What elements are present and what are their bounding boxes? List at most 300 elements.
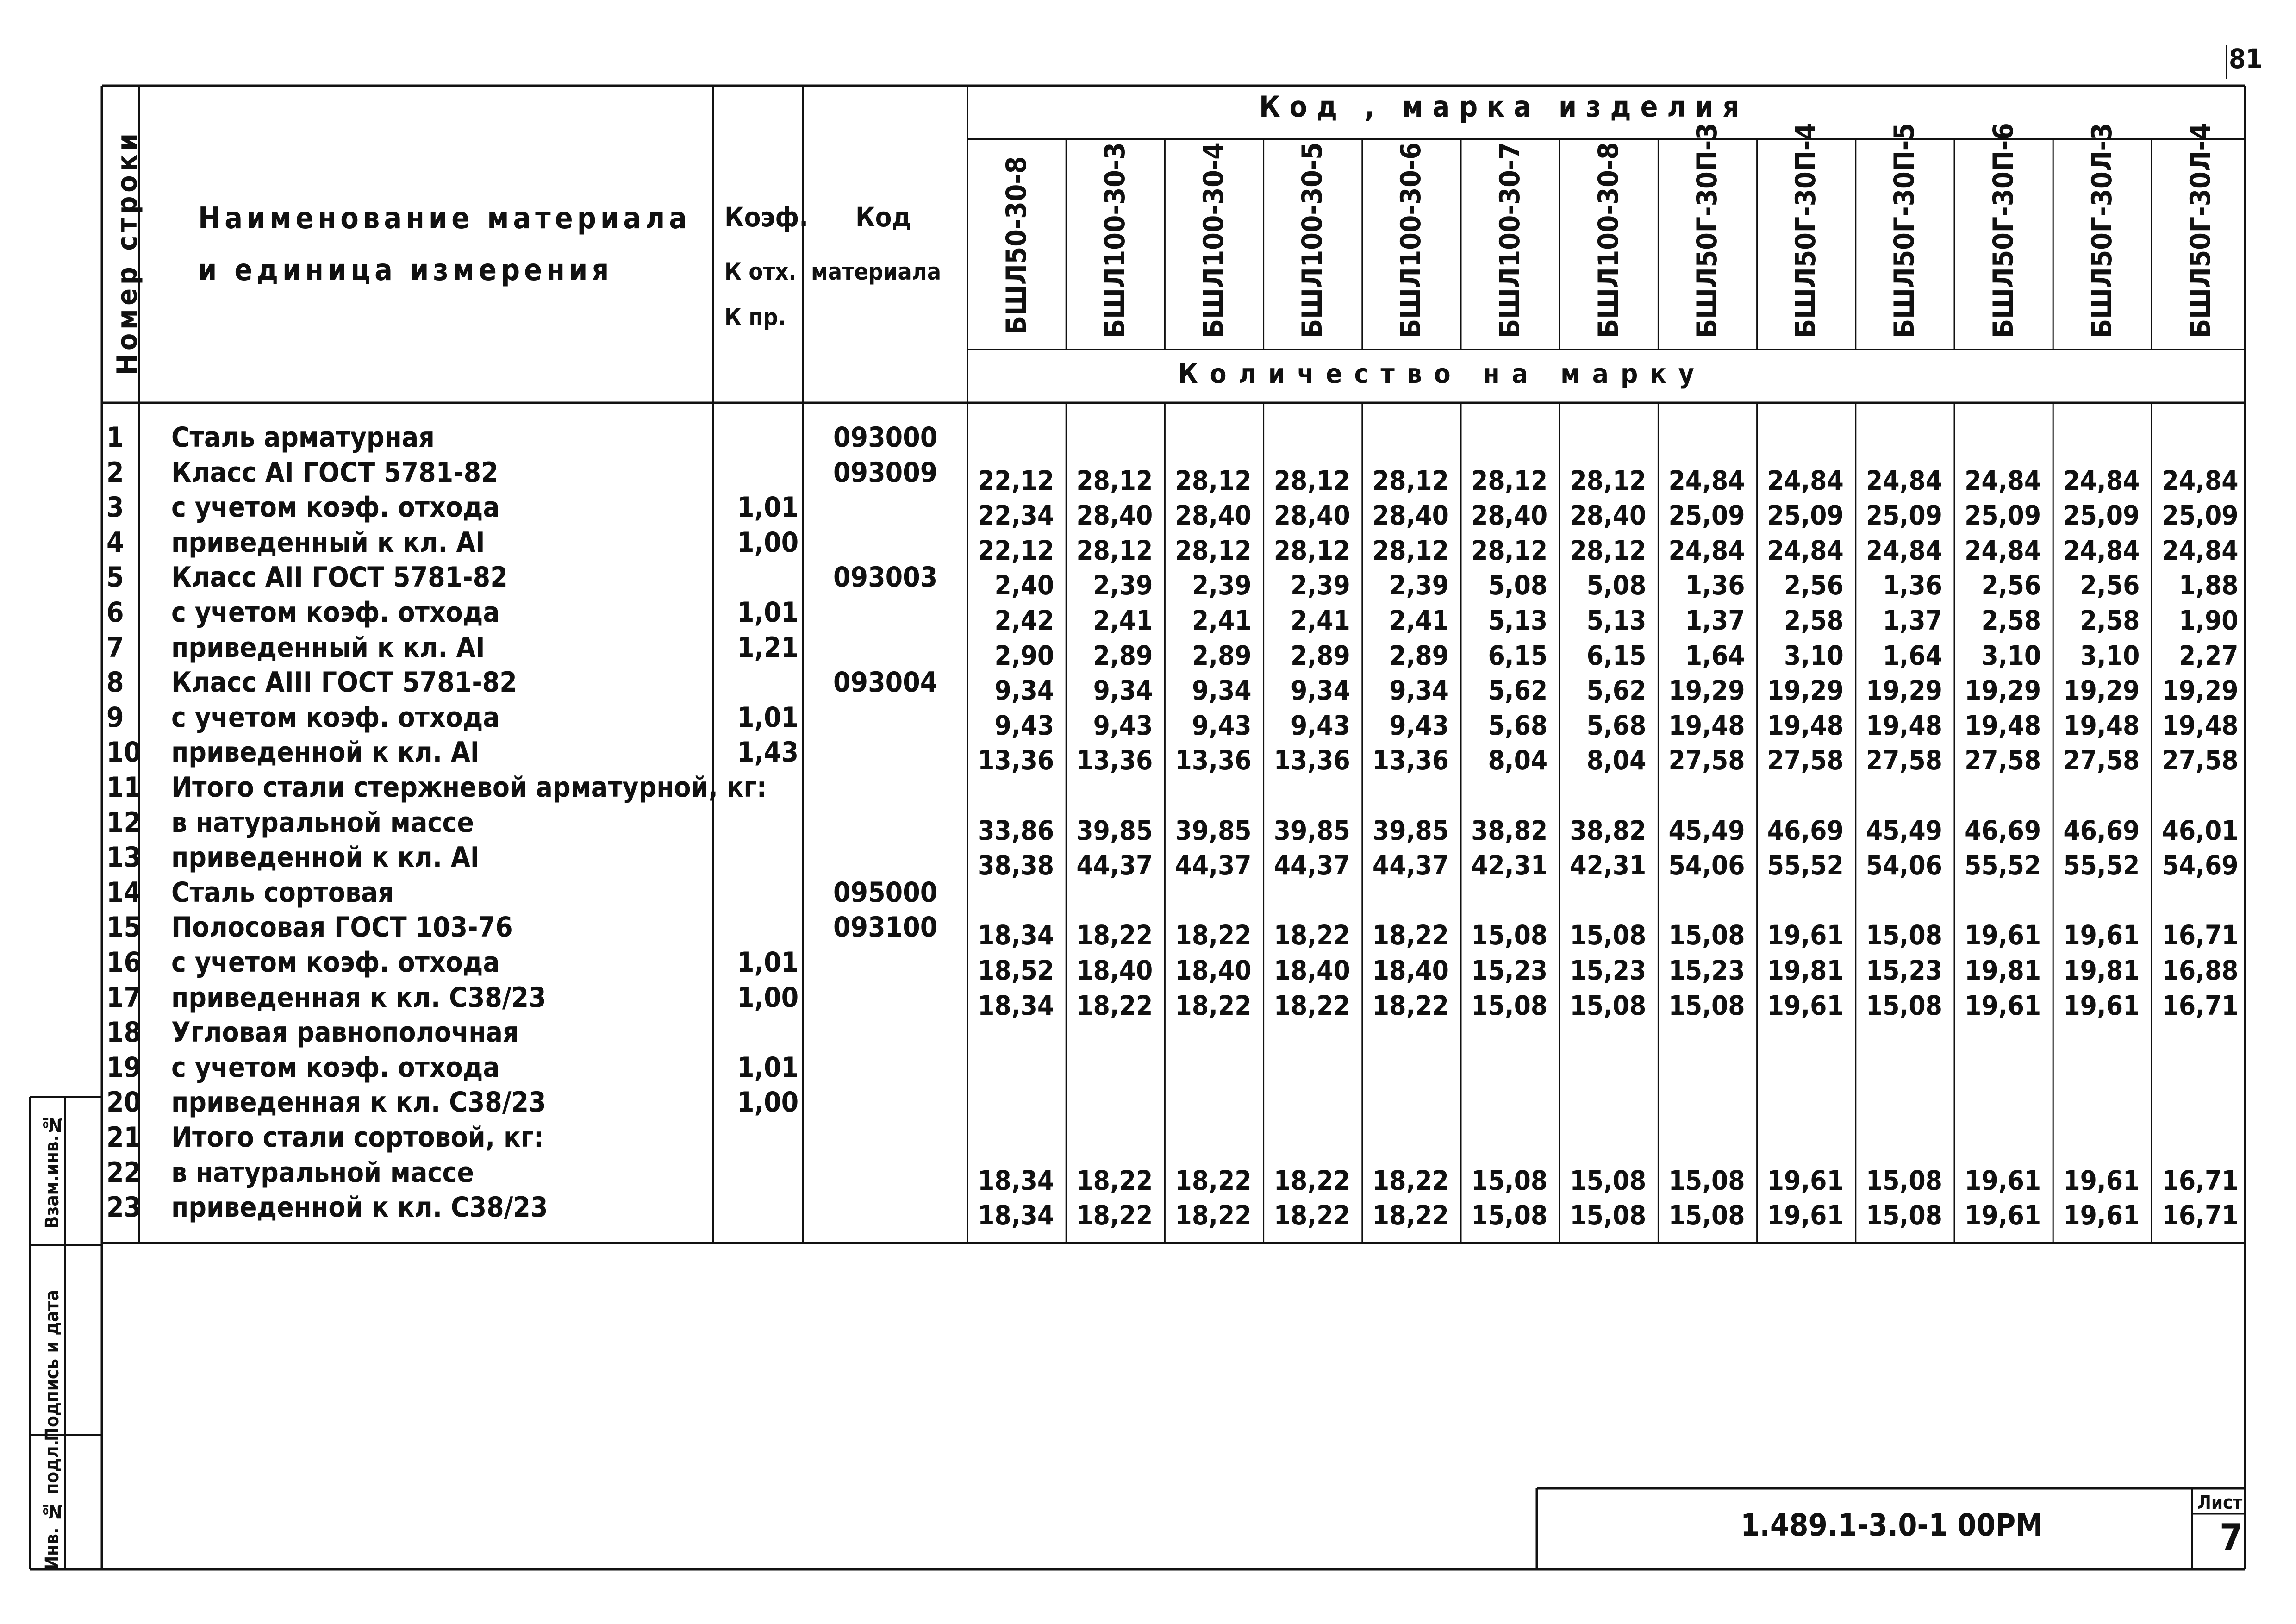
material-code: 093004 xyxy=(833,666,938,699)
quantity-cell: 2,41 xyxy=(1093,605,1153,636)
quantity-cell: 5,68 xyxy=(1586,709,1647,741)
material-name: Итого стали сортовой, кг: xyxy=(171,1121,544,1154)
row-number: 11 xyxy=(106,771,142,804)
quantity-cell: 9,34 xyxy=(994,675,1054,706)
quantity-cell: 5,08 xyxy=(1488,569,1548,601)
quantity-cell: 2,89 xyxy=(1389,639,1449,671)
product-column-header: БШЛ100-30-4 xyxy=(1198,142,1230,338)
quantity-cell: 5,13 xyxy=(1586,605,1647,636)
quantity-cell: 19,29 xyxy=(1767,675,1844,706)
quantity-cell: 19,61 xyxy=(1965,1164,2041,1196)
quantity-cell: 2,39 xyxy=(1389,569,1449,601)
quantity-cell: 9,43 xyxy=(1291,709,1350,741)
quantity-cell: 16,71 xyxy=(2162,989,2239,1021)
quantity-cell: 15,08 xyxy=(1471,919,1548,951)
quantity-cell: 28,12 xyxy=(1076,534,1153,566)
row-number: 9 xyxy=(106,701,124,734)
quantity-cell: 27,58 xyxy=(2063,744,2140,776)
quantity-cell: 25,09 xyxy=(1965,500,2041,531)
quantity-cell: 1,64 xyxy=(1685,639,1745,671)
quantity-cell: 15,08 xyxy=(1866,1199,1942,1231)
quantity-cell: 25,09 xyxy=(2162,500,2239,531)
quantity-cell: 19,48 xyxy=(1866,709,1942,741)
quantity-cell: 27,58 xyxy=(2162,744,2239,776)
quantity-cell: 5,62 xyxy=(1586,675,1647,706)
row-number: 10 xyxy=(106,736,142,769)
quantity-cell: 18,22 xyxy=(1273,1199,1350,1231)
sheet-number: 7 xyxy=(2220,1516,2243,1559)
quantity-cell: 15,08 xyxy=(1866,919,1942,951)
quantity-cell: 55,52 xyxy=(1767,849,1844,881)
material-name: с учетом коэф. отхода xyxy=(171,491,500,524)
row-number: 15 xyxy=(106,911,142,944)
material-name: Сталь сортовая xyxy=(171,876,394,909)
quantity-cell: 19,48 xyxy=(1965,709,2041,741)
quantity-cell: 15,08 xyxy=(1668,1199,1745,1231)
quantity-cell: 19,29 xyxy=(1965,675,2041,706)
quantity-cell: 19,29 xyxy=(2063,675,2140,706)
row-number: 20 xyxy=(106,1086,142,1119)
quantity-cell: 19,61 xyxy=(1965,989,2041,1021)
coefficient: 1,00 xyxy=(737,526,799,559)
material-name: Угловая равнополочная xyxy=(171,1016,519,1049)
quantity-cell: 18,52 xyxy=(978,955,1054,986)
quantity-cell: 2,41 xyxy=(1192,605,1252,636)
product-column-header: БШЛ50Г-30П-6 xyxy=(1987,123,2020,338)
material-header-line1: Наименование материала xyxy=(198,201,692,236)
code-header-line2: материала xyxy=(811,258,942,285)
quantity-cell: 28,12 xyxy=(1175,464,1252,496)
quantity-cell: 24,84 xyxy=(2063,464,2140,496)
quantity-cell: 18,22 xyxy=(1175,1199,1252,1231)
document-code: 1.489.1-3.0-1 00РМ xyxy=(1741,1507,2043,1543)
quantity-cell: 28,40 xyxy=(1372,500,1449,531)
quantity-cell: 18,22 xyxy=(1076,1199,1153,1231)
material-name: в натуральной массе xyxy=(171,806,474,839)
coef-header-line3: К пр. xyxy=(724,304,786,331)
quantity-cell: 25,09 xyxy=(1767,500,1844,531)
quantity-cell: 42,31 xyxy=(1471,849,1548,881)
quantity-cell: 55,52 xyxy=(2063,849,2140,881)
row-number: 5 xyxy=(106,561,124,594)
quantity-cell: 1,36 xyxy=(1883,569,1942,601)
quantity-cell: 5,08 xyxy=(1586,569,1647,601)
product-column-header: БШЛ50Г-30П-3 xyxy=(1691,123,1723,338)
row-number: 2 xyxy=(106,456,124,489)
row-number: 4 xyxy=(106,526,124,559)
quantity-cell: 2,42 xyxy=(994,605,1054,636)
code-header-line1: Код xyxy=(855,201,911,233)
side-label-inventory: Инв. № подл. xyxy=(42,1439,63,1570)
quantity-cell: 18,22 xyxy=(1372,989,1449,1021)
quantity-cell: 13,36 xyxy=(1076,744,1153,776)
side-label-replacement: Взам.инв.№ xyxy=(42,1113,63,1229)
quantity-cell: 19,61 xyxy=(1965,919,2041,951)
quantity-cell: 19,61 xyxy=(1767,1164,1844,1196)
quantity-cell: 44,37 xyxy=(1175,849,1252,881)
material-name: Класс АI ГОСТ 5781-82 xyxy=(171,456,499,489)
quantity-cell: 6,15 xyxy=(1586,639,1647,671)
quantity-cell: 9,43 xyxy=(994,709,1054,741)
quantity-cell: 27,58 xyxy=(1965,744,2041,776)
quantity-cell: 18,22 xyxy=(1175,919,1252,951)
quantity-cell: 2,41 xyxy=(1291,605,1350,636)
quantity-cell: 1,64 xyxy=(1883,639,1942,671)
quantity-cell: 19,61 xyxy=(2063,1199,2140,1231)
coefficient: 1,01 xyxy=(737,701,799,734)
quantity-cell: 19,61 xyxy=(1965,1199,2041,1231)
quantity-cell: 15,23 xyxy=(1471,955,1548,986)
quantity-cell: 44,37 xyxy=(1273,849,1350,881)
quantity-cell: 16,88 xyxy=(2162,955,2239,986)
product-column-header: БШЛ100-30-7 xyxy=(1493,142,1526,338)
quantity-cell: 5,68 xyxy=(1488,709,1548,741)
quantity-cell: 18,40 xyxy=(1076,955,1153,986)
coefficient: 1,00 xyxy=(737,981,799,1014)
quantity-cell: 24,84 xyxy=(2162,534,2239,566)
quantity-cell: 19,29 xyxy=(1866,675,1942,706)
quantity-header: Количество на марку xyxy=(1178,358,1706,389)
quantity-cell: 24,84 xyxy=(1767,464,1844,496)
material-name: Класс АIII ГОСТ 5781-82 xyxy=(171,666,517,699)
quantity-cell: 5,13 xyxy=(1488,605,1548,636)
quantity-cell: 13,36 xyxy=(1372,744,1449,776)
quantity-cell: 25,09 xyxy=(1668,500,1745,531)
quantity-cell: 24,84 xyxy=(2162,464,2239,496)
quantity-cell: 28,12 xyxy=(1471,464,1548,496)
material-code: 093100 xyxy=(833,911,938,944)
quantity-cell: 54,06 xyxy=(1866,849,1942,881)
quantity-cell: 19,61 xyxy=(1767,919,1844,951)
quantity-cell: 9,43 xyxy=(1093,709,1153,741)
quantity-cell: 2,56 xyxy=(1981,569,2041,601)
quantity-cell: 27,58 xyxy=(1767,744,1844,776)
row-number: 22 xyxy=(106,1156,142,1189)
quantity-cell: 9,34 xyxy=(1389,675,1449,706)
quantity-cell: 2,39 xyxy=(1093,569,1153,601)
sheet-label: Лист xyxy=(2197,1492,2243,1513)
row-number: 16 xyxy=(106,946,142,979)
quantity-cell: 18,22 xyxy=(1372,919,1449,951)
quantity-cell: 15,08 xyxy=(1570,919,1647,951)
quantity-cell: 28,12 xyxy=(1372,464,1449,496)
quantity-cell: 18,22 xyxy=(1273,989,1350,1021)
quantity-cell: 46,69 xyxy=(2063,814,2140,846)
quantity-cell: 18,34 xyxy=(978,1164,1054,1196)
product-column-header: БШЛ50Г-30Л-4 xyxy=(2184,123,2217,338)
coefficient: 1,43 xyxy=(737,736,799,769)
quantity-cell: 39,85 xyxy=(1175,814,1252,846)
quantity-cell: 13,36 xyxy=(978,744,1054,776)
coefficient: 1,21 xyxy=(737,631,799,664)
quantity-cell: 28,40 xyxy=(1175,500,1252,531)
coefficient: 1,01 xyxy=(737,491,799,524)
quantity-cell: 18,22 xyxy=(1076,1164,1153,1196)
quantity-cell: 2,58 xyxy=(1784,605,1844,636)
material-name: приведенная к кл. С38/23 xyxy=(171,1086,546,1119)
quantity-cell: 24,84 xyxy=(1965,534,2041,566)
quantity-cell: 33,86 xyxy=(978,814,1054,846)
row-number: 8 xyxy=(106,666,124,699)
quantity-cell: 6,15 xyxy=(1488,639,1548,671)
coefficient: 1,01 xyxy=(737,1051,799,1084)
material-name: Класс АII ГОСТ 5781-82 xyxy=(171,561,508,594)
quantity-cell: 42,31 xyxy=(1570,849,1647,881)
quantity-cell: 19,61 xyxy=(2063,1164,2140,1196)
quantity-cell: 15,08 xyxy=(1471,1199,1548,1231)
coef-header-line1: Коэф. xyxy=(724,201,809,233)
quantity-cell: 24,84 xyxy=(1767,534,1844,566)
quantity-cell: 19,81 xyxy=(2063,955,2140,986)
quantity-cell: 44,37 xyxy=(1372,849,1449,881)
quantity-cell: 22,12 xyxy=(978,464,1054,496)
quantity-cell: 24,84 xyxy=(2063,534,2140,566)
product-column-header: БШЛ100-30-6 xyxy=(1395,142,1428,338)
quantity-cell: 19,48 xyxy=(1668,709,1745,741)
material-name: Итого стали стержневой арматурной, кг: xyxy=(171,771,767,804)
quantity-cell: 2,56 xyxy=(2080,569,2140,601)
quantity-cell: 19,48 xyxy=(2063,709,2140,741)
quantity-cell: 24,84 xyxy=(1965,464,2041,496)
quantity-cell: 18,40 xyxy=(1273,955,1350,986)
quantity-cell: 1,37 xyxy=(1883,605,1942,636)
product-column-header: БШЛ50-30-8 xyxy=(1000,156,1033,335)
material-name: в натуральной массе xyxy=(171,1156,474,1189)
quantity-cell: 19,61 xyxy=(1767,989,1844,1021)
quantity-cell: 28,40 xyxy=(1570,500,1647,531)
quantity-cell: 2,89 xyxy=(1291,639,1350,671)
quantity-cell: 18,22 xyxy=(1273,1164,1350,1196)
quantity-cell: 9,43 xyxy=(1389,709,1449,741)
quantity-cell: 5,62 xyxy=(1488,675,1548,706)
quantity-cell: 16,71 xyxy=(2162,919,2239,951)
quantity-cell: 44,37 xyxy=(1076,849,1153,881)
quantity-cell: 45,49 xyxy=(1866,814,1942,846)
quantity-cell: 9,34 xyxy=(1291,675,1350,706)
quantity-cell: 2,89 xyxy=(1192,639,1252,671)
quantity-cell: 38,82 xyxy=(1471,814,1548,846)
coefficient: 1,01 xyxy=(737,596,799,629)
material-name: приведенный к кл. АI xyxy=(171,526,485,559)
quantity-cell: 46,01 xyxy=(2162,814,2239,846)
quantity-cell: 18,34 xyxy=(978,1199,1054,1231)
quantity-cell: 28,12 xyxy=(1570,534,1647,566)
material-code: 093000 xyxy=(833,421,938,454)
material-name: с учетом коэф. отхода xyxy=(171,701,500,734)
quantity-cell: 19,29 xyxy=(1668,675,1745,706)
quantity-cell: 24,84 xyxy=(1668,464,1745,496)
quantity-cell: 2,56 xyxy=(1784,569,1844,601)
quantity-cell: 16,71 xyxy=(2162,1164,2239,1196)
quantity-cell: 45,49 xyxy=(1668,814,1745,846)
quantity-cell: 27,58 xyxy=(1866,744,1942,776)
quantity-cell: 3,10 xyxy=(1981,639,2041,671)
row-number: 23 xyxy=(106,1191,142,1224)
material-name: приведенный к кл. АI xyxy=(171,631,485,664)
quantity-cell: 55,52 xyxy=(1965,849,2041,881)
quantity-cell: 2,39 xyxy=(1291,569,1350,601)
quantity-cell: 3,10 xyxy=(1784,639,1844,671)
row-number: 14 xyxy=(106,876,142,909)
quantity-cell: 13,36 xyxy=(1273,744,1350,776)
quantity-cell: 18,22 xyxy=(1372,1164,1449,1196)
quantity-cell: 39,85 xyxy=(1273,814,1350,846)
quantity-cell: 13,36 xyxy=(1175,744,1252,776)
quantity-cell: 46,69 xyxy=(1767,814,1844,846)
quantity-cell: 18,22 xyxy=(1175,989,1252,1021)
quantity-cell: 27,58 xyxy=(1668,744,1745,776)
material-name: приведенная к кл. С38/23 xyxy=(171,981,546,1014)
quantity-cell: 46,69 xyxy=(1965,814,2041,846)
quantity-cell: 38,82 xyxy=(1570,814,1647,846)
quantity-cell: 19,61 xyxy=(2063,989,2140,1021)
quantity-cell: 15,08 xyxy=(1668,989,1745,1021)
quantity-cell: 18,22 xyxy=(1076,989,1153,1021)
coefficient: 1,00 xyxy=(737,1086,799,1119)
material-name: приведенной к кл. АI xyxy=(171,841,480,874)
product-column-header: БШЛ50Г-30Л-3 xyxy=(2085,123,2118,338)
material-name: Сталь арматурная xyxy=(171,421,435,454)
quantity-cell: 8,04 xyxy=(1488,744,1548,776)
quantity-cell: 39,85 xyxy=(1076,814,1153,846)
quantity-cell: 9,34 xyxy=(1093,675,1153,706)
quantity-cell: 15,08 xyxy=(1866,989,1942,1021)
quantity-cell: 15,23 xyxy=(1866,955,1942,986)
quantity-cell: 2,58 xyxy=(2080,605,2140,636)
quantity-cell: 18,34 xyxy=(978,919,1054,951)
row-number: 3 xyxy=(106,491,124,524)
quantity-cell: 1,36 xyxy=(1685,569,1745,601)
quantity-cell: 19,61 xyxy=(2063,919,2140,951)
quantity-cell: 39,85 xyxy=(1372,814,1449,846)
quantity-cell: 2,39 xyxy=(1192,569,1252,601)
material-name: приведенной к кл. С38/23 xyxy=(171,1191,548,1224)
quantity-cell: 2,90 xyxy=(994,639,1054,671)
side-label-signature: Подпись и дата xyxy=(42,1290,63,1442)
row-number: 6 xyxy=(106,596,124,629)
quantity-cell: 18,40 xyxy=(1175,955,1252,986)
quantity-cell: 1,37 xyxy=(1685,605,1745,636)
quantity-cell: 28,40 xyxy=(1076,500,1153,531)
quantity-cell: 38,38 xyxy=(978,849,1054,881)
quantity-cell: 24,84 xyxy=(1866,464,1942,496)
material-name: приведенной к кл. АI xyxy=(171,736,480,769)
quantity-cell: 24,84 xyxy=(1668,534,1745,566)
quantity-cell: 2,40 xyxy=(994,569,1054,601)
quantity-cell: 15,08 xyxy=(1570,989,1647,1021)
material-name: Полосовая ГОСТ 103-76 xyxy=(171,911,513,944)
quantity-cell: 19,81 xyxy=(1767,955,1844,986)
quantity-cell: 22,12 xyxy=(978,534,1054,566)
material-name: с учетом коэф. отхода xyxy=(171,596,500,629)
row-number: 18 xyxy=(106,1016,142,1049)
quantity-cell: 25,09 xyxy=(2063,500,2140,531)
row-number-header: Номер строки xyxy=(111,130,144,375)
quantity-cell: 19,48 xyxy=(2162,709,2239,741)
quantity-cell: 28,12 xyxy=(1076,464,1153,496)
quantity-cell: 1,90 xyxy=(2178,605,2239,636)
quantity-cell: 25,09 xyxy=(1866,500,1942,531)
quantity-cell: 15,23 xyxy=(1570,955,1647,986)
material-header-line2: и единица измерения xyxy=(198,253,613,287)
quantity-cell: 18,22 xyxy=(1273,919,1350,951)
quantity-cell: 28,12 xyxy=(1471,534,1548,566)
quantity-cell: 16,71 xyxy=(2162,1199,2239,1231)
quantity-cell: 22,34 xyxy=(978,500,1054,531)
quantity-cell: 54,69 xyxy=(2162,849,2239,881)
coef-header-line2: К отх. xyxy=(724,258,797,285)
quantity-cell: 18,34 xyxy=(978,989,1054,1021)
quantity-cell: 1,88 xyxy=(2178,569,2239,601)
quantity-cell: 28,40 xyxy=(1273,500,1350,531)
row-number: 7 xyxy=(106,631,124,664)
quantity-cell: 19,81 xyxy=(1965,955,2041,986)
quantity-cell: 9,43 xyxy=(1192,709,1252,741)
coefficient: 1,01 xyxy=(737,946,799,979)
material-code: 093009 xyxy=(833,456,938,489)
quantity-cell: 28,12 xyxy=(1372,534,1449,566)
product-group-header: Код , марка изделия xyxy=(1259,90,1749,124)
product-column-header: БШЛ50Г-30П-5 xyxy=(1888,123,1921,338)
quantity-cell: 15,23 xyxy=(1668,955,1745,986)
quantity-cell: 18,22 xyxy=(1076,919,1153,951)
quantity-cell: 2,58 xyxy=(1981,605,2041,636)
page-number: 81 xyxy=(2229,43,2263,75)
product-column-header: БШЛ50Г-30П-4 xyxy=(1790,123,1822,338)
material-code: 093003 xyxy=(833,561,938,594)
quantity-cell: 28,12 xyxy=(1175,534,1252,566)
quantity-cell: 2,89 xyxy=(1093,639,1153,671)
material-name: с учетом коэф. отхода xyxy=(171,946,500,979)
row-number: 19 xyxy=(106,1051,142,1084)
material-code: 095000 xyxy=(833,876,938,909)
quantity-cell: 15,08 xyxy=(1471,989,1548,1021)
row-number: 12 xyxy=(106,806,142,839)
quantity-cell: 15,08 xyxy=(1471,1164,1548,1196)
quantity-cell: 15,08 xyxy=(1668,1164,1745,1196)
quantity-cell: 15,08 xyxy=(1668,919,1745,951)
quantity-cell: 15,08 xyxy=(1866,1164,1942,1196)
quantity-cell: 28,40 xyxy=(1471,500,1548,531)
quantity-cell: 24,84 xyxy=(1866,534,1942,566)
material-name: с учетом коэф. отхода xyxy=(171,1051,500,1084)
quantity-cell: 9,34 xyxy=(1192,675,1252,706)
quantity-cell: 28,12 xyxy=(1273,464,1350,496)
quantity-cell: 28,12 xyxy=(1570,464,1647,496)
product-column-header: БШЛ100-30-3 xyxy=(1098,142,1131,338)
quantity-cell: 19,29 xyxy=(2162,675,2239,706)
row-number: 21 xyxy=(106,1121,142,1154)
quantity-cell: 15,08 xyxy=(1570,1164,1647,1196)
row-number: 13 xyxy=(106,841,142,874)
row-number: 1 xyxy=(106,421,124,454)
quantity-cell: 2,27 xyxy=(2178,639,2239,671)
quantity-cell: 3,10 xyxy=(2080,639,2140,671)
quantity-cell: 18,40 xyxy=(1372,955,1449,986)
quantity-cell: 2,41 xyxy=(1389,605,1449,636)
quantity-cell: 19,61 xyxy=(1767,1199,1844,1231)
quantity-cell: 18,22 xyxy=(1372,1199,1449,1231)
quantity-cell: 18,22 xyxy=(1175,1164,1252,1196)
row-number: 17 xyxy=(106,981,142,1014)
product-column-header: БШЛ100-30-8 xyxy=(1592,142,1625,338)
quantity-cell: 28,12 xyxy=(1273,534,1350,566)
product-column-header: БШЛ100-30-5 xyxy=(1296,142,1329,338)
quantity-cell: 54,06 xyxy=(1668,849,1745,881)
quantity-cell: 19,48 xyxy=(1767,709,1844,741)
quantity-cell: 15,08 xyxy=(1570,1199,1647,1231)
quantity-cell: 8,04 xyxy=(1586,744,1647,776)
